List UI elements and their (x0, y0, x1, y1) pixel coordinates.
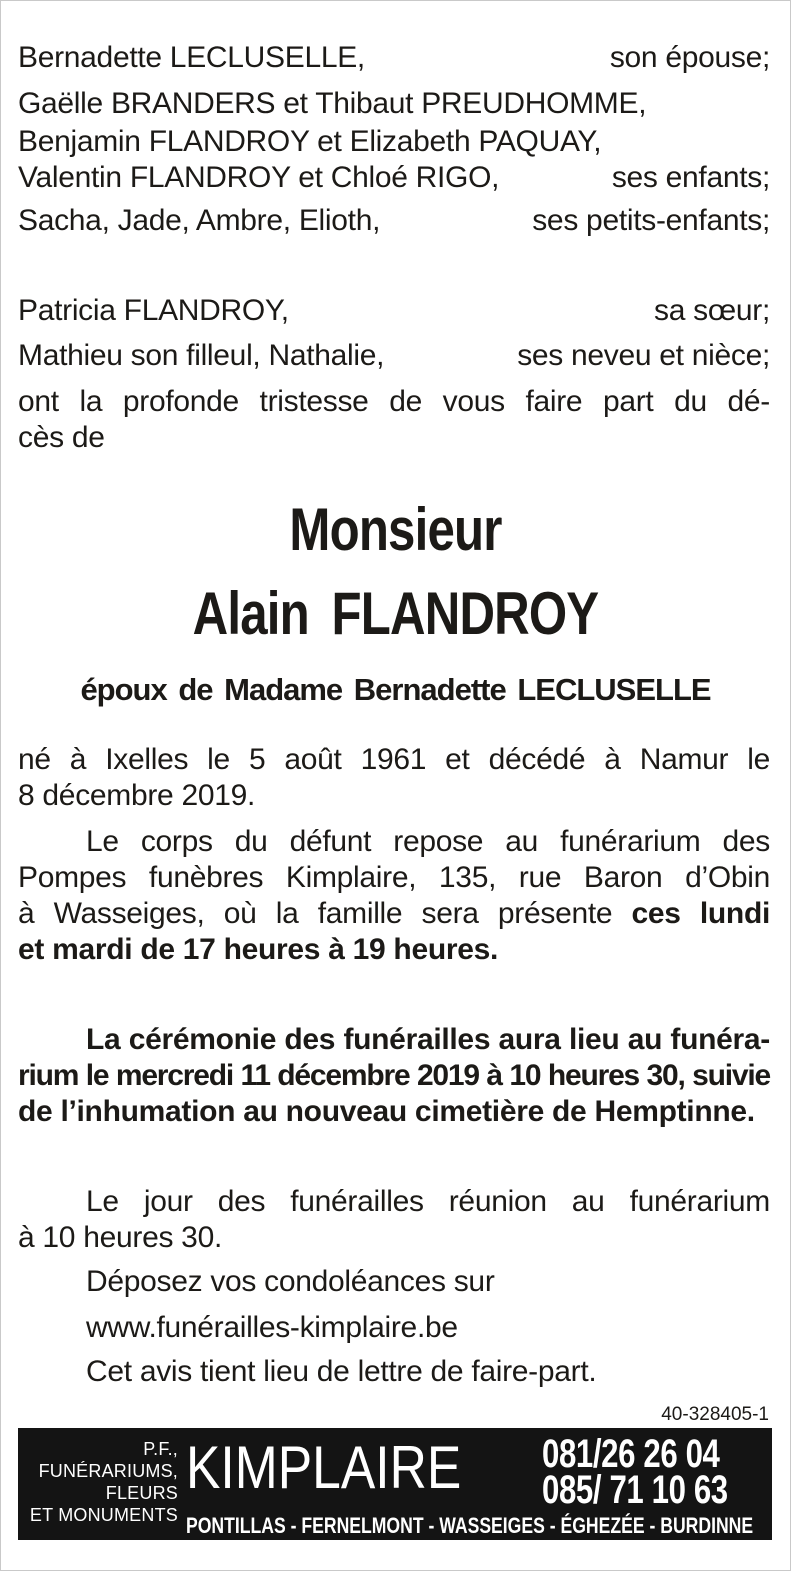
services-list (18, 1438, 178, 1526)
children-names-1: Gaëlle BRANDERS et Thibaut PREUDHOMME, (18, 87, 647, 120)
deceased-name: Alain FLANDROY (192, 580, 599, 647)
sister-role: sa sœur; (654, 294, 770, 327)
announcement-text-2: cès de (18, 421, 105, 454)
deceased-spouse-line: époux de Madame Bernadette LECLUSELLE (80, 672, 711, 707)
service-item: FLEURS (105, 1483, 178, 1503)
children-names-3: Valentin FLANDROY et Chloé RIGO, (18, 161, 500, 194)
nephew-niece-line (18, 338, 770, 374)
announcement-line-2 (18, 420, 770, 456)
meeting-line-2 (18, 1220, 770, 1256)
service-item: ET MONUMENTS (29, 1505, 178, 1525)
sister-name: Patricia FLANDROY, (18, 294, 289, 327)
spouse-line (18, 40, 770, 76)
ceremony-line-1: La cérémonie des funérailles aura lieu au funéra- (86, 1023, 770, 1056)
condolences-line-2 (86, 1310, 770, 1346)
meeting-text-2: à 10 heures 30. (18, 1221, 222, 1254)
meeting-line-1: Le jour des funérailles réunion au funérarium (86, 1185, 770, 1218)
grandchildren-role: ses petits-enfants; (532, 204, 770, 237)
ceremony-line-2: rium le mercredi 11 décembre 2019 à 10 heures 30, suivie (18, 1059, 770, 1092)
children-line-1 (18, 86, 770, 122)
children-line-3 (18, 160, 770, 196)
ceremony-line-3 (18, 1094, 770, 1130)
condolences-website: www.funérailles-kimplaire.be (86, 1311, 458, 1344)
rest-text-4: et mardi de 17 heures à 19 heures. (18, 933, 499, 966)
birth-text-2: 8 décembre 2019. (18, 779, 256, 812)
deceased-title: Monsieur (289, 496, 502, 563)
notice-text: Cet avis tient lieu de lettre de faire-part. (86, 1355, 597, 1388)
rest-line-1: Le corps du défunt repose au funérarium des (86, 825, 770, 858)
phone-number-2: 085/ 71 10 63 (542, 1468, 728, 1512)
rest-line-4 (18, 932, 770, 968)
phone-number-1: 081/26 26 04 (542, 1432, 720, 1476)
birth-line-2 (18, 778, 770, 814)
condolences-text: Déposez vos condoléances sur (86, 1265, 495, 1298)
brand-name: KIMPLAIRE (186, 1434, 462, 1501)
funeral-home-banner (18, 1428, 772, 1540)
spouse-name: Bernadette LECLUSELLE, (18, 41, 365, 74)
children-role: ses enfants; (611, 161, 770, 194)
rest-line-2: Pompes funèbres Kimplaire, 135, rue Baron d’Obin (18, 861, 770, 894)
notice-line (86, 1354, 770, 1390)
announcement-line-1: ont la profonde tristesse de vous faire part du dé- (18, 385, 770, 418)
ceremony-text-3: de l’inhumation au nouveau cimetière de Hemptinne. (18, 1095, 755, 1128)
rest-text-3: à Wasseiges, où la famille sera présente (18, 897, 632, 930)
children-names-2: Benjamin FLANDROY et Elizabeth PAQUAY, (18, 125, 602, 158)
towns-list: PONTILLAS - FERNELMONT - WASSEIGES - ÉGHEZÉE - BURDINNE (186, 1513, 754, 1538)
children-line-2 (18, 124, 770, 160)
service-item: P.F., (143, 1439, 178, 1459)
reference-number: 40-328405-1 (661, 1404, 769, 1425)
grandchildren-names: Sacha, Jade, Ambre, Elioth, (18, 204, 381, 237)
nephew-niece-role: ses neveu et nièce; (517, 339, 770, 372)
spouse-role: son épouse; (609, 41, 770, 74)
rest-text-3-bold: ces lundi (631, 897, 771, 930)
sister-line (18, 293, 770, 329)
service-item: FUNÉRARIUMS, (38, 1461, 178, 1481)
birth-line-1: né à Ixelles le 5 août 1961 et décédé à Namur le (18, 743, 770, 776)
rest-line-3 (18, 896, 770, 932)
condolences-line-1 (86, 1264, 770, 1300)
nephew-niece-names: Mathieu son filleul, Nathalie, (18, 339, 385, 372)
grandchildren-line (18, 203, 770, 239)
